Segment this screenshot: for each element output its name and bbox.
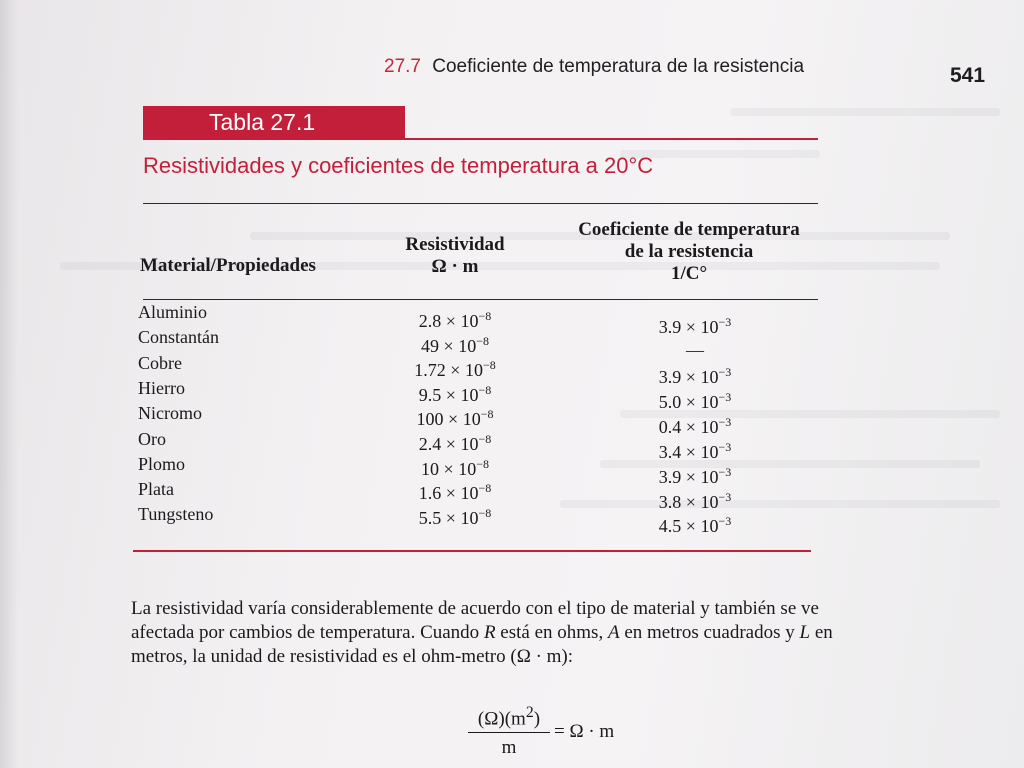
resistivity-exponent: −8 bbox=[478, 481, 492, 496]
power-base: 10 bbox=[460, 434, 479, 454]
power-base: 10 bbox=[460, 311, 479, 331]
formula-denominator: m bbox=[501, 737, 517, 759]
coefficient bbox=[659, 367, 731, 387]
coefficient-exponent: −3 bbox=[718, 440, 732, 454]
formula-numerator bbox=[468, 704, 550, 730]
variable-l: L bbox=[799, 622, 811, 643]
coefficient-mantissa: 3.9 bbox=[658, 317, 682, 337]
coefficient bbox=[659, 417, 731, 437]
resistivity-mantissa: 1.6 bbox=[418, 483, 442, 504]
text-span: está en ohms, bbox=[495, 622, 608, 643]
resistivity-header-line-1: Resistividad bbox=[405, 234, 505, 255]
material-name: Aluminio bbox=[138, 302, 208, 322]
resistivity bbox=[421, 456, 489, 479]
no-value-dash: — bbox=[686, 340, 704, 360]
coefficient-mantissa: 0.4 bbox=[658, 417, 682, 437]
resistivity-mantissa: 2.4 bbox=[418, 434, 442, 454]
coefficient bbox=[659, 516, 731, 536]
material-name: Tungsteno bbox=[138, 504, 214, 525]
resistivity-value bbox=[380, 309, 530, 332]
power-base: 10 bbox=[460, 483, 479, 504]
page-number: 541 bbox=[950, 64, 986, 87]
times-sign: × bbox=[685, 392, 696, 412]
resistivity-value bbox=[380, 407, 530, 430]
coefficient-exponent: −3 bbox=[718, 490, 732, 504]
column-header-resistivity bbox=[380, 234, 530, 278]
coefficient-value bbox=[620, 440, 770, 463]
resistivity-mantissa: 100 bbox=[416, 409, 444, 430]
resistivity bbox=[418, 382, 492, 405]
times-sign: × bbox=[685, 492, 696, 512]
material-name: Plata bbox=[138, 479, 174, 500]
power-base: 10 bbox=[700, 442, 719, 462]
paragraph-line-1: La resistividad varía considerablemente de acuerdo con el tipo de material y también se ve bbox=[131, 598, 819, 619]
resistivity bbox=[418, 505, 492, 528]
power-base: 10 bbox=[462, 409, 481, 430]
resistivity-value bbox=[380, 358, 530, 381]
running-header bbox=[384, 56, 804, 78]
table-title: Resistividades y coeficientes de temperatura a 20°C bbox=[143, 153, 654, 178]
coefficient-exponent: −3 bbox=[718, 415, 732, 429]
coefficient-header-line-1: Coeficiente de temperatura bbox=[578, 219, 800, 240]
material-name: Constantán bbox=[138, 327, 219, 348]
coefficient bbox=[659, 492, 731, 512]
variable-r: R bbox=[483, 622, 496, 643]
fraction-bar bbox=[468, 732, 550, 733]
coefficient-value bbox=[620, 490, 770, 513]
table-tag bbox=[143, 106, 405, 140]
coefficient-mantissa: 5.0 bbox=[658, 392, 682, 412]
coefficient-mantissa: 3.9 bbox=[658, 367, 682, 387]
resistivity-mantissa: 5.5 bbox=[418, 507, 442, 528]
resistivity-mantissa: 10 bbox=[421, 458, 440, 479]
material-name: Hierro bbox=[138, 377, 185, 398]
resistivity bbox=[417, 409, 494, 429]
coefficient-value bbox=[620, 340, 770, 361]
coefficient-exponent: −3 bbox=[718, 390, 732, 404]
times-sign: × bbox=[445, 507, 456, 528]
times-sign: × bbox=[685, 367, 696, 387]
coefficient-value bbox=[620, 315, 770, 338]
text-span: afectada por cambios de temperatura. Cuando bbox=[131, 622, 484, 643]
coefficient-exponent: −3 bbox=[718, 315, 732, 329]
resistivity-mantissa: 49 bbox=[421, 335, 440, 356]
material-name: Plomo bbox=[138, 453, 186, 474]
text-span: en metros cuadrados y bbox=[619, 622, 800, 643]
power-base: 10 bbox=[700, 467, 719, 487]
power-base: 10 bbox=[700, 417, 719, 437]
power-base: 10 bbox=[460, 507, 479, 528]
coefficient-mantissa: 3.4 bbox=[658, 442, 682, 462]
section-number: 27.7 bbox=[384, 56, 421, 77]
paragraph-line-3: metros, la unidad de resistividad es el ohm-metro (Ω · m): bbox=[131, 646, 574, 667]
formula-fraction bbox=[468, 704, 550, 759]
coefficient-value bbox=[620, 514, 770, 537]
coefficient-value bbox=[620, 465, 770, 488]
coefficient bbox=[659, 442, 731, 462]
power-base: 10 bbox=[700, 317, 719, 337]
resistivity-exponent: −8 bbox=[478, 309, 492, 323]
coefficient-header-line-2: de la resistencia bbox=[624, 241, 754, 262]
resistivity bbox=[414, 360, 495, 380]
table-top-rule bbox=[143, 203, 818, 204]
times-sign: × bbox=[685, 516, 696, 536]
body-paragraph bbox=[131, 597, 991, 669]
coefficient-value bbox=[620, 415, 770, 438]
variable-a: A bbox=[607, 622, 620, 643]
resistivity-mantissa: 9.5 bbox=[418, 384, 442, 405]
resistivity-exponent: −8 bbox=[482, 358, 496, 373]
times-sign: × bbox=[685, 467, 696, 487]
coefficient bbox=[659, 317, 731, 337]
column-header-material: Material/Propiedades bbox=[140, 255, 316, 276]
resistivity-exponent: −8 bbox=[476, 456, 489, 471]
table-bottom-rule bbox=[133, 550, 811, 552]
coefficient bbox=[659, 392, 731, 412]
resistivity-mantissa: 2.8 bbox=[418, 311, 442, 331]
resistivity bbox=[421, 333, 489, 356]
times-sign: × bbox=[445, 434, 456, 454]
times-sign: × bbox=[445, 483, 456, 504]
times-sign: × bbox=[685, 317, 696, 337]
resistivity-value bbox=[380, 432, 530, 455]
times-sign: × bbox=[443, 458, 454, 479]
column-header-coefficient bbox=[555, 219, 823, 285]
coefficient-header-unit: 1/C° bbox=[670, 263, 708, 284]
coefficient bbox=[659, 467, 731, 487]
table-tag-rule bbox=[405, 138, 818, 140]
power-base: 10 bbox=[700, 492, 719, 512]
resistivity bbox=[419, 434, 491, 454]
resistivity-value bbox=[380, 457, 530, 480]
text-span: en bbox=[810, 622, 833, 643]
material-name: Oro bbox=[138, 428, 166, 449]
resistivity bbox=[419, 311, 491, 331]
resistivity-header-unit: Ω · m bbox=[431, 256, 479, 277]
coefficient-exponent: −3 bbox=[718, 514, 732, 528]
coefficient-mantissa: 3.9 bbox=[658, 467, 682, 487]
resistivity-exponent: −8 bbox=[478, 432, 492, 446]
formula-result: = Ω · m bbox=[554, 721, 615, 742]
material-name: Cobre bbox=[138, 352, 182, 373]
resistivity bbox=[419, 483, 491, 503]
times-sign: × bbox=[450, 360, 461, 381]
coefficient-value bbox=[620, 390, 770, 413]
resistivity-value bbox=[380, 506, 530, 529]
resistivity-mantissa: 1.72 bbox=[414, 360, 446, 381]
power-base: 10 bbox=[458, 458, 477, 479]
coefficient-value bbox=[620, 365, 770, 388]
resistivity-value bbox=[380, 481, 530, 504]
resistivity-exponent: −8 bbox=[478, 505, 492, 520]
power-base: 10 bbox=[464, 360, 483, 381]
resistivity-value bbox=[380, 383, 530, 406]
power-base: 10 bbox=[700, 516, 719, 536]
resistivity-exponent: −8 bbox=[476, 333, 489, 348]
section-title: Coeficiente de temperatura de la resistencia bbox=[432, 56, 805, 77]
times-sign: × bbox=[443, 335, 454, 356]
numerator-text: (Ω)(m bbox=[477, 708, 526, 730]
times-sign: × bbox=[685, 442, 696, 462]
paragraph-line-2 bbox=[131, 621, 991, 645]
power-base: 10 bbox=[460, 384, 479, 405]
coefficient-exponent: −3 bbox=[718, 465, 732, 479]
table-tag-label: Tabla 27.1 bbox=[209, 109, 316, 135]
resistivity-exponent: −8 bbox=[478, 382, 492, 397]
numerator-close: ) bbox=[533, 708, 541, 730]
table-header-rule bbox=[143, 299, 818, 300]
coefficient-mantissa: 4.5 bbox=[658, 516, 682, 536]
numerator-exponent: 2 bbox=[525, 704, 534, 721]
resistivity-value bbox=[380, 334, 530, 357]
power-base: 10 bbox=[700, 367, 719, 387]
times-sign: × bbox=[445, 311, 456, 331]
power-base: 10 bbox=[458, 335, 477, 356]
scan-shadow bbox=[0, 0, 18, 768]
times-sign: × bbox=[445, 384, 456, 405]
material-name: Nicromo bbox=[138, 403, 202, 424]
coefficient-mantissa: 3.8 bbox=[658, 492, 682, 512]
coefficient-exponent: −3 bbox=[718, 365, 732, 379]
times-sign: × bbox=[685, 417, 696, 437]
power-base: 10 bbox=[700, 392, 719, 412]
resistivity-exponent: −8 bbox=[480, 407, 494, 422]
times-sign: × bbox=[448, 409, 459, 430]
